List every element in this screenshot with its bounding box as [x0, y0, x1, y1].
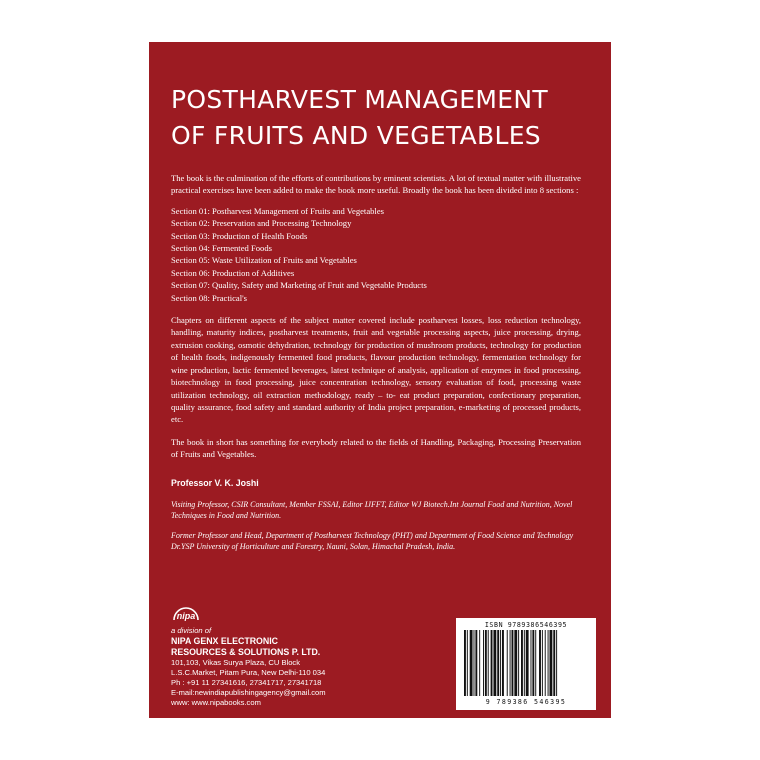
book-title [171, 82, 601, 154]
logo-text: nipa [176, 611, 196, 621]
barcode-bar [556, 630, 557, 696]
section-item: Section 06: Production of Additives [171, 267, 295, 278]
section-list [171, 205, 581, 304]
division-label: a division of [171, 626, 212, 635]
barcode-bar [485, 630, 487, 696]
barcode-bar [518, 630, 519, 696]
barcode-bar [497, 630, 499, 696]
barcode-bar [514, 630, 517, 696]
barcode-bar [467, 630, 468, 696]
barcode-bar [553, 630, 555, 696]
section-item: Section 04: Fermented Foods [171, 243, 272, 254]
barcode-bar [483, 630, 484, 696]
section-item: Section 05: Waste Utilization of Fruits and Vegetables [171, 255, 357, 266]
barcode-bar [475, 630, 477, 696]
blurb [171, 172, 581, 553]
barcode-icon [464, 630, 588, 696]
chapters-paragraph: Chapters on different aspects of the subject matter covered include postharvest losses, loss reduction technology, handling, maturity indices, postharvest treatments, fruit and vegetable processing aspects, juice processing, drying, extrusion cooking, osmotic dehydration, technology for production of mushroom products, technology for production of health foods, indigenously fermented food products, flavour production technology, fermentation technology for wine production, lactic fermented beverages, latest technique of analysis, application of enzymes in food processing, biotechnology in food processing, juice concentration technology, sensory evaluation of food, processing waste utilization technology, oil extraction methodology, ready – to- eat product preparation, confectionary preparation, quality assurance, food safety and standard authority of India project preparation, e-marketing of processed products, etc. [171, 315, 581, 425]
publisher-block [171, 626, 431, 708]
barcode-bar [524, 630, 525, 696]
phone: Ph : +91 11 27341616, 27341717, 27341718 [171, 678, 322, 687]
section-item: Section 03: Production of Health Foods [171, 230, 308, 241]
barcode-bar [470, 630, 473, 696]
barcode-bar [526, 630, 529, 696]
barcode-block [456, 618, 596, 710]
barcode-bar [521, 630, 523, 696]
isbn-label: ISBN 9789386546395 [484, 621, 568, 629]
author-bio-current: Visiting Professor, CSIR Consultant, Member FSSAI, Editor IJFFT, Editor WJ Biotech.Int Journal Food and Nutrition, Novel Techniques in Food and Nutrition. [171, 499, 573, 521]
barcode-bar [550, 630, 553, 696]
barcode-bar [488, 630, 489, 696]
barcode-bar [548, 630, 549, 696]
address-line-1: 101,103, Vikas Surya Plaza, CU Block [171, 658, 301, 667]
barcode-bar [531, 630, 532, 696]
barcode-bar [479, 630, 480, 696]
barcode-bar [464, 630, 466, 696]
email: E-mail:newindiapublishingagency@gmail.com [171, 688, 326, 697]
barcode-bar [502, 630, 504, 696]
barcode-bar [512, 630, 514, 696]
barcode-bar [493, 630, 496, 696]
barcode-digits: 9 789386 546395 [485, 698, 567, 706]
barcode-bar [545, 630, 546, 696]
title-line-1: POSTHARVEST MANAGEMENT [171, 85, 548, 114]
publisher-name-line-1: NIPA GENX ELECTRONIC [171, 636, 279, 646]
barcode-bar [510, 630, 511, 696]
intro-paragraph: The book is the culmination of the efforts of contributions by eminent scientists. A lot of textual matter with illustrative practical exercises have been added to make the book more useful. Broadly the book has been divided into 8 sections : [171, 173, 581, 196]
website: www: www.nipabooks.com [171, 698, 261, 707]
barcode-bar [491, 630, 493, 696]
address-line-2: L.S.C.Market, Pitam Pura, New Delhi-110 034 [171, 668, 326, 677]
barcode-bar [539, 630, 541, 696]
barcode-bar [507, 630, 508, 696]
barcode-bar [500, 630, 501, 696]
author-name: Professor V. K. Joshi [171, 477, 259, 488]
barcode-bar [532, 630, 534, 696]
section-item: Section 08: Practical's [171, 292, 248, 303]
summary-paragraph: The book in short has something for everybody related to the fields of Handling, Packaging, Processing Preservation of Fruits and Vegetables. [171, 436, 581, 460]
section-item: Section 07: Quality, Safety and Marketing of Fruit and Vegetable Products [171, 280, 427, 291]
barcode-bar [535, 630, 536, 696]
title-line-2: OF FRUITS AND VEGETABLES [171, 121, 541, 150]
nipa-logo-icon [171, 598, 201, 624]
section-item: Section 02: Preservation and Processing Technology [171, 218, 352, 229]
barcode-bar [474, 630, 475, 696]
publisher-name-line-2: RESOURCES & SOLUTIONS P. LTD. [171, 647, 321, 657]
author-bio-former: Former Professor and Head, Department of Postharvest Technology (PHT) and Department of Food Science and Technology Dr.YSP University of Horticulture and Forestry, Nauni, Solan, Himachal Pradesh, India. [171, 530, 574, 552]
barcode-bar [542, 630, 543, 696]
back-cover [149, 42, 611, 718]
section-item: Section 01: Postharvest Management of Fruits and Vegetables [171, 205, 384, 216]
